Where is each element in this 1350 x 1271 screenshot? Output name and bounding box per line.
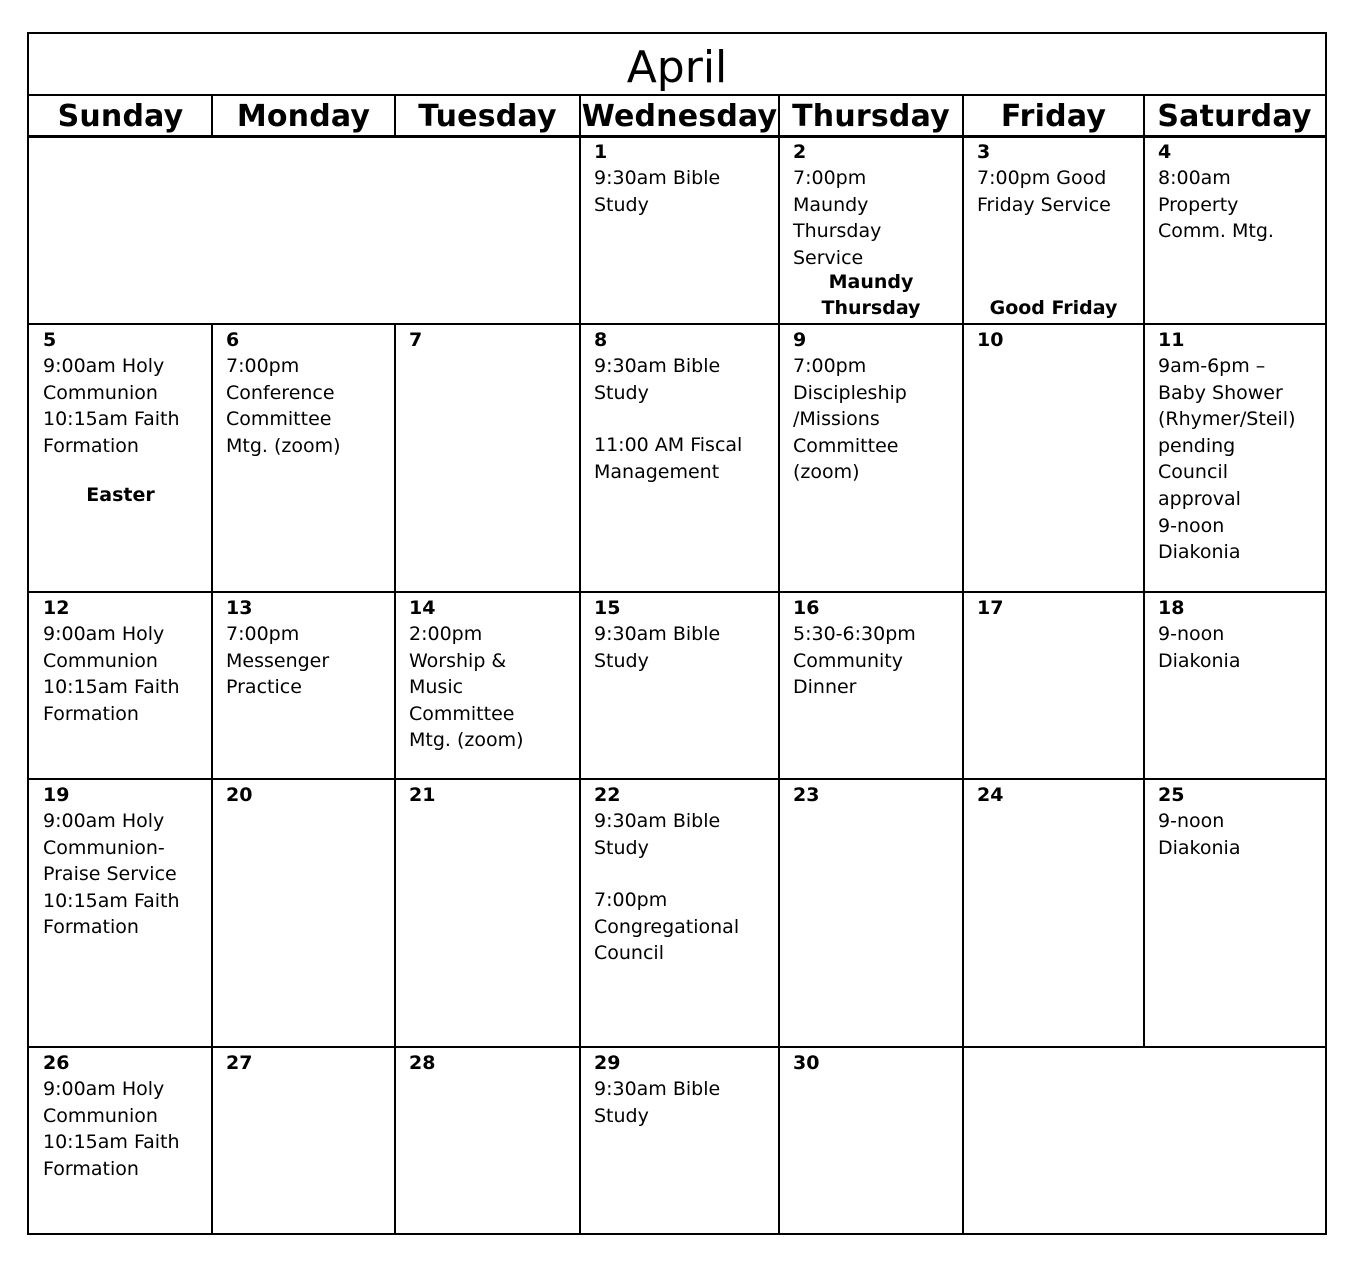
event-text: 7:00pm [226,355,300,377]
event-text: 9-noon [1158,623,1225,645]
event-text: Council [1158,461,1228,484]
event-text: 10:15am Faith [43,1131,180,1154]
weekday-header-thursday: Thursday [792,99,950,134]
event-text: 2:00pm [409,623,483,645]
event-text: Maundy [793,193,869,216]
event-text: Committee [793,434,899,457]
day-cell-22 [580,779,779,1047]
event-text: 9:00am Holy [43,810,165,832]
day-number: 6 [226,329,240,351]
event-text: Thursday [793,220,882,243]
event-text: Formation [43,1157,139,1180]
weekday-header-sunday: Sunday [57,99,184,134]
event-text: 7:00pm [594,889,668,912]
day-cell-1 [580,136,779,324]
grid-line-vertical [962,96,964,136]
event-text: Music [409,676,464,699]
weekday-header-wednesday: Wednesday [581,99,778,134]
day-cell-5 [29,324,212,592]
day-number: 13 [226,597,253,619]
day-cell-19 [29,779,212,1047]
day-cell-24 [963,779,1144,1047]
day-cell-17 [963,592,1144,779]
event-text: Messenger [226,649,330,672]
event-text: Congregational [594,915,740,938]
event-text: 8:00am [1158,167,1231,189]
event-text: 9:30am Bible [594,810,721,832]
event-text: Study [594,193,649,216]
day-number: 21 [409,784,436,806]
day-number: 7 [409,329,423,351]
weekday-header-saturday: Saturday [1157,99,1312,134]
event-text: 9:00am Holy [43,623,165,645]
day-number: 18 [1158,597,1185,619]
weekday-header-friday: Friday [1000,99,1107,134]
event-text: Dinner [793,676,857,699]
day-number: 29 [594,1052,621,1074]
month-title: April [626,42,728,93]
day-number: 12 [43,597,70,619]
event-text: 9:00am Holy [43,355,165,377]
day-number: 24 [977,784,1004,806]
event-text: Conference [226,381,335,404]
event-text: Communion [43,649,158,672]
grid-line-vertical [778,96,780,136]
event-text: Committee [226,408,332,431]
day-number: 5 [43,329,57,351]
event-text: (Rhymer/Steil) [1158,408,1296,431]
day-cell-14 [395,592,580,779]
event-text: 7:00pm [793,355,867,377]
day-cell-30 [779,1047,963,1234]
day-cell-12 [29,592,212,779]
day-cell-25 [1144,779,1325,1047]
event-text: Study [594,836,649,859]
day-cell-16 [779,592,963,779]
day-number: 4 [1158,141,1172,163]
day-cell-7 [395,324,580,592]
day-cell-2 [779,136,963,324]
weekday-header-monday: Monday [236,99,371,134]
day-number: 14 [409,597,436,619]
event-text: 11:00 AM Fiscal [594,434,743,457]
day-cell-29 [580,1047,779,1234]
event-text: Service [793,246,864,269]
event-text: 10:15am Faith [43,408,180,431]
event-text: Friday Service [977,193,1111,216]
event-text: approval [1158,487,1241,510]
day-number: 8 [594,329,608,351]
day-number: 28 [409,1052,436,1074]
event-text: 7:00pm [793,167,867,189]
day-number: 3 [977,141,991,163]
grid-line-vertical [1143,96,1145,136]
weekday-header-tuesday: Tuesday [418,99,557,134]
day-cell-23 [779,779,963,1047]
calendar [27,32,1327,1235]
event-text: 10:15am Faith [43,889,180,912]
day-number: 16 [793,597,820,619]
event-text: /Missions [793,408,880,431]
day-number: 17 [977,597,1004,619]
day-number: 23 [793,784,820,806]
day-cell-27 [212,1047,395,1234]
day-number: 30 [793,1052,820,1074]
day-cell-4 [1144,136,1325,324]
day-cell-21 [395,779,580,1047]
event-text: Study [594,381,649,404]
event-text: 9:00am Holy [43,1078,165,1100]
event-text: Property [1158,193,1239,216]
event-text: 7:00pm [226,623,300,645]
event-text: Comm. Mtg. [1158,220,1274,243]
event-text: (zoom) [793,461,860,484]
event-text: Praise Service [43,863,177,886]
day-number: 27 [226,1052,253,1074]
event-text: Formation [43,916,139,939]
event-text: Study [594,1104,649,1127]
day-cell-3 [963,136,1144,324]
holiday-label-line: Thursday [821,297,921,320]
event-text: Communion- [43,836,165,859]
day-number: 26 [43,1052,70,1074]
day-cell-11 [1144,324,1325,592]
holiday-label [779,269,963,322]
event-text: Diakonia [1158,541,1241,564]
event-text: Diakonia [1158,649,1241,672]
event-text: Committee [409,702,515,725]
event-text: Study [594,649,649,672]
day-number: 22 [594,784,621,806]
day-cell-26 [29,1047,212,1234]
grid-line-vertical [394,96,396,136]
event-text: Community [793,649,903,672]
day-cell-6 [212,324,395,592]
holiday-label-line: Easter [86,484,155,506]
event-text: Mtg. (zoom) [226,434,341,457]
event-text: Diakonia [1158,836,1241,859]
day-number: 20 [226,784,253,806]
event-text: 9-noon [1158,514,1225,537]
holiday-label-line: Good Friday [989,297,1118,320]
event-text: 9-noon [1158,810,1225,832]
day-number: 19 [43,784,70,806]
holiday-label [29,482,212,509]
day-cell-10 [963,324,1144,592]
day-number: 1 [594,141,608,163]
event-text: Practice [226,676,302,699]
event-text: 9:30am Bible [594,355,721,377]
day-cell-20 [212,779,395,1047]
event-text: 9:30am Bible [594,1078,721,1100]
day-number: 11 [1158,329,1185,351]
event-text: Baby Shower [1158,381,1283,404]
day-cell-13 [212,592,395,779]
event-text: Formation [43,434,139,457]
event-text: 7:00pm Good [977,167,1107,189]
holiday-label [963,295,1144,322]
day-number: 2 [793,141,807,163]
event-text: 5:30-6:30pm [793,623,916,645]
event-text: pending [1158,434,1236,457]
event-text: 9:30am Bible [594,167,721,189]
holiday-label-line: Maundy [828,270,914,293]
event-text: 9:30am Bible [594,623,721,645]
event-text: Formation [43,702,139,725]
event-text: Worship & [409,649,507,672]
day-cell-15 [580,592,779,779]
event-text: 10:15am Faith [43,676,180,699]
event-text: Council [594,942,664,965]
day-cell-28 [395,1047,580,1234]
event-spacer [594,406,773,432]
event-spacer [594,861,773,887]
event-text: Communion [43,381,158,404]
event-text: Communion [43,1104,158,1127]
event-text: 9am-6pm – [1158,355,1266,377]
grid-line-vertical [579,96,581,136]
grid-line-vertical [211,96,213,136]
day-cell-18 [1144,592,1325,779]
event-text: Discipleship [793,381,907,404]
day-number: 10 [977,329,1004,351]
event-text: Mtg. (zoom) [409,729,524,752]
event-text: Management [594,460,720,483]
day-number: 15 [594,597,621,619]
day-cell-8 [580,324,779,592]
day-number: 9 [793,329,807,351]
day-number: 25 [1158,784,1185,806]
day-cell-9 [779,324,963,592]
